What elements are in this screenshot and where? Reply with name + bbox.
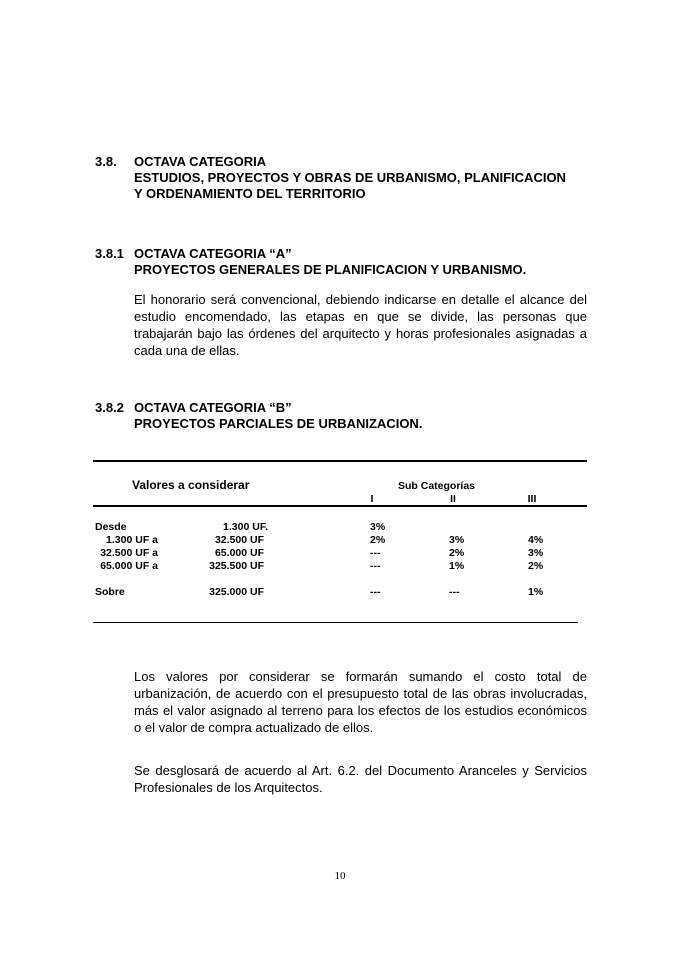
table-row-amount: 325.500 UF <box>209 560 264 572</box>
table-header-rule <box>93 505 587 507</box>
section-3-8-2-title: OCTAVA CATEGORIA “B” <box>134 400 292 415</box>
section-3-8-subtitle-line1: ESTUDIOS, PROYECTOS Y OBRAS DE URBANISMO, PLANIFICACION <box>134 170 566 185</box>
page-number: 10 <box>334 870 346 882</box>
section-3-8-1-subtitle: PROYECTOS GENERALES DE PLANIFICACION Y URBANISMO. <box>134 262 527 277</box>
table-row-amount: 65.000 UF <box>214 547 264 559</box>
table-top-rule <box>93 460 587 462</box>
table-row-cat-ii: 3% <box>449 534 465 546</box>
values-paragraph: Los valores por considerar se formarán sumando el costo total de urbanización, de acuerdo con el presupuesto total de las obras involucradas, más el valor asignado al terreno para los efectos de los estudios económicos o el valor de compra actualizado de ellos. <box>134 669 587 735</box>
table-row-cat-ii: 1% <box>449 560 465 572</box>
section-3-8-2-subtitle: PROYECTOS PARCIALES DE URBANIZACION. <box>134 416 423 431</box>
table-row-cat-iii: 1% <box>528 586 544 598</box>
table-row-label: 65.000 UF a <box>100 560 158 572</box>
section-3-8-1-number: 3.8.1 <box>95 246 124 261</box>
table-row-cat-i: --- <box>370 586 381 598</box>
table-row-cat-i: 3% <box>370 521 386 533</box>
section-3-8-number: 3.8. <box>95 154 117 169</box>
table-row-cat-ii: --- <box>449 586 460 598</box>
table-row-cat-i: --- <box>370 560 381 572</box>
section-3-8-2-number: 3.8.2 <box>95 400 124 415</box>
section-3-8-1-paragraph: El honorario será convencional, debiendo indicarse en detalle el alcance del estudio encomendado, las etapas en que se divide, las personas que trabajarán bajo las órdenes del arquitecto y horas profesionales asignadas a cada una de ellas. <box>134 292 587 358</box>
table-row-cat-i: --- <box>370 547 381 559</box>
table-row-cat-ii: 2% <box>449 547 465 559</box>
table-row-cat-iii: 2% <box>528 560 544 572</box>
breakdown-paragraph: Se desglosará de acuerdo al Art. 6.2. del Documento Aranceles y Servicios Profesionales de los Arquitectos. <box>134 763 587 795</box>
table-col-header-iii: III <box>527 493 537 505</box>
section-3-8-title: OCTAVA CATEGORIA <box>134 154 267 169</box>
table-row-amount: 325.000 UF <box>209 586 264 598</box>
table-col-header-i: I <box>370 493 374 505</box>
section-3-8-1-title: OCTAVA CATEGORIA “A” <box>134 246 292 261</box>
table-row-label: Desde <box>95 521 127 533</box>
table-row-cat-i: 2% <box>370 534 386 546</box>
table-row-label: 1.300 UF a <box>106 534 158 546</box>
table-row-cat-iii: 3% <box>528 547 544 559</box>
table-row-amount: 1.300 UF. <box>223 521 268 533</box>
table-row-amount: 32.500 UF <box>214 534 264 546</box>
section-3-8-subtitle-line2: Y ORDENAMIENTO DEL TERRITORIO <box>134 186 366 201</box>
table-header-subcategories: Sub Categorías <box>398 480 476 492</box>
table-row-label: 32.500 UF a <box>100 547 158 559</box>
table-row-cat-iii: 4% <box>528 534 544 546</box>
table-col-header-ii: II <box>450 493 456 505</box>
table-bottom-rule <box>93 622 578 623</box>
table-row-label: Sobre <box>95 586 125 598</box>
table-header-values: Valores a considerar <box>132 478 250 492</box>
